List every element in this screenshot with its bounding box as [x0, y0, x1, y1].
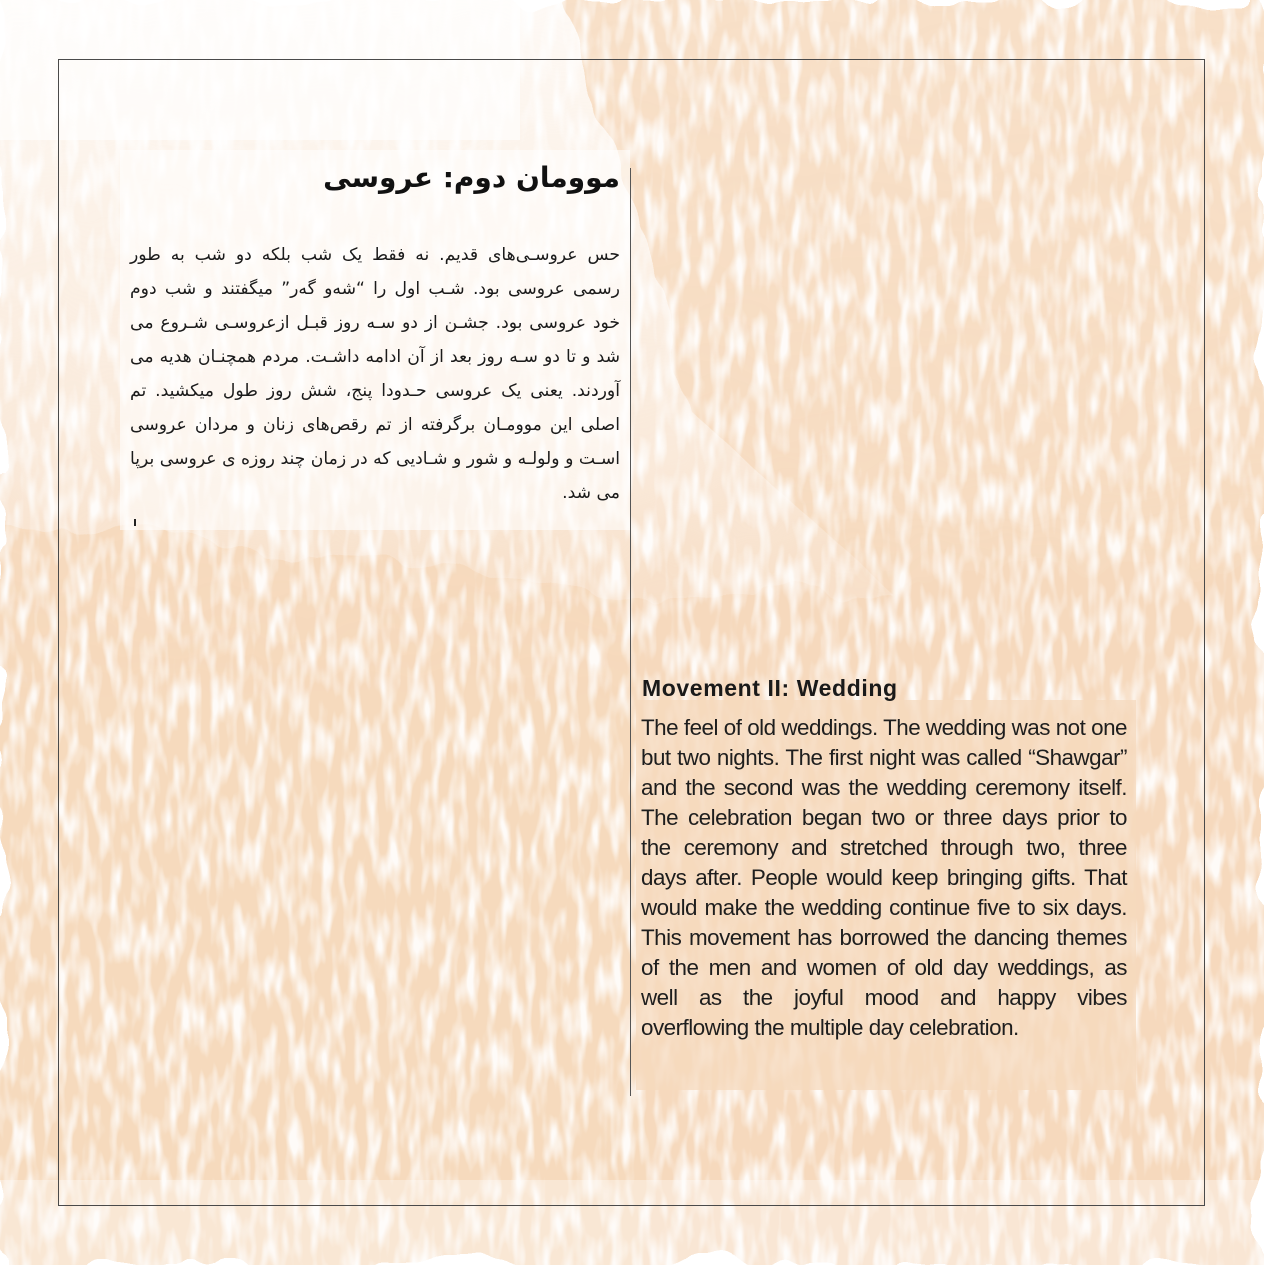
- column-divider: [630, 168, 631, 1096]
- english-heading: Movement II: Wedding: [642, 675, 898, 701]
- stray-mark: [134, 519, 136, 526]
- persian-paragraph: حس عروسـی‌های قدیم. نه فقط یک شب بلکه دو شب به طور رسمی عروسی بود. شـب اول را “شه‌و گه‌ر” میگفتند و شب دوم خود عروسی بود. جشـن از دو سـه روز قبـل ازعروسـی شـروع می شد و تا دو سـه روز بعد از آن ادامه داشـت. مردم همچنـان هدیه می آوردند. یعنی یک عروسی حـدودا پنج، شش روز طول میکشید. تم اصلی این موومـان برگرفته از تم رقص‌های زنان و مردان عروسی اسـت و ولولـه و شور و شـادیی که در زمان چند روزه ی عروسی برپا می شد.: [130, 245, 620, 503]
- english-paragraph: The feel of old weddings. The wedding was not one but two nights. The first night was called “Shawgar” and the second was the wedding ceremony itself. The celebration began two or three days prior to the ceremony and stretched through two, three days after. People would keep bringing gifts. That would make the wedding continue five to six days. This movement has borrowed the dancing themes of the men and women of old day weddings, as well as the joyful mood and happy vibes overflowing the multiple day celebration.: [641, 715, 1127, 1040]
- persian-heading: موومان دوم: عروسی: [323, 161, 620, 194]
